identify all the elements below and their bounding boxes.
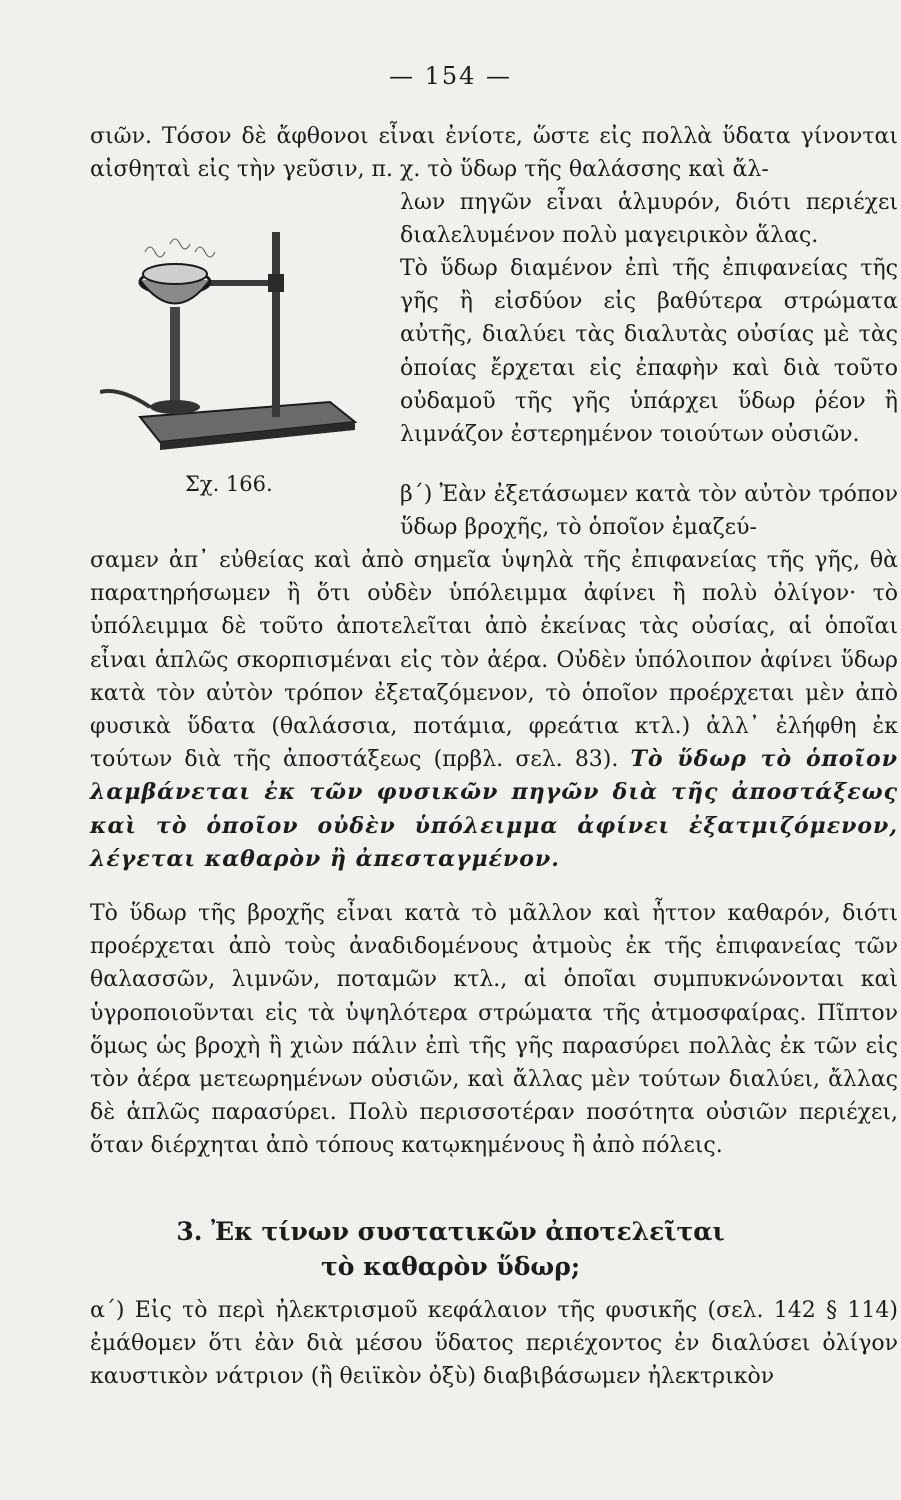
- paragraph-3-text: σαμεν ἀπ᾽ εὐθείας καὶ ἀπὸ σημεῖα ὑψηλὰ τῆς ἐπιφανείας τῆς γῆς, θὰ παρατηρήσωμεν ἢ ὅτι οὐδὲν ὑπόλειμμα ἀφίνει ἢ πολὺ ὀλίγον· τὸ ὑπόλειμμα δὲ τοῦτο ἀποτελεῖται ἀπὸ ἐκείνας τὰς οὐσίας, αἱ ὁποῖαι εἶναι ἁπλῶς σκορπισμέναι εἰς τὸν ἀέρα. Οὐδὲν ὑπόλοιπον ἀφίνει ὕδωρ κατὰ τὸν αὐτὸν τρόπον ἐξεταζόμενον, τὸ ὁποῖον προέρχεται μὲν ἀπὸ φυσικὰ ὕδατα (θαλάσσια, ποτάμια, φρεάτια κτλ.) ἀλλ᾽ ἐλήφθη ἐκ τούτων διὰ τῆς ἀποστάξεως (πρβλ. σελ. 83).: [90, 548, 898, 773]
- evaporation-apparatus-figure: [100, 222, 380, 512]
- paragraph-1: σιῶν. Τόσον δὲ ἄφθονοι εἶναι ἐνίοτε, ὥστε εἰς πολλὰ ὕδατα γίνονται αἰσθηταὶ εἰς τὴν γεῦσιν, π. χ. τὸ ὕδωρ τῆς θαλάσσης καὶ ἄλ-: [90, 124, 898, 183]
- section-heading-line-2: τὸ καθαρὸν ὕδωρ;: [320, 1252, 581, 1281]
- definition-bold-italic: Τὸ ὕδωρ τὸ ὁποῖον λαμβάνεται ἐκ τῶν φυσικῶν πηγῶν διὰ τῆς ἀποστάξεως καὶ τὸ ὁποῖον οὐδὲν ὑπόλειμμα ἀφίνει ἐξατμιζόμενον, λέγεται καθαρὸν ἢ ἀπεσταγμένον.: [90, 746, 898, 872]
- page-number: — 154 —: [388, 62, 513, 90]
- paragraph-5: α΄) Εἰς τὸ περὶ ἠλεκτρισμοῦ κεφάλαιον τῆς φυσικῆς (σελ. 142 § 114) ἐμάθομεν ὅτι ἐὰν διὰ μέσου ὕδατος περιέχοντος ἐν διαλύσει ὀλίγον καυστικὸν νάτριον (ἢ θειϊκὸν ὀξὺ) διαβιβάσωμεν ἠλεκτρικὸν: [90, 1298, 898, 1390]
- paragraph-3-start: β΄) Ἐὰν ἐξετάσωμεν κατὰ τὸν αὐτὸν τρόπον ὕδωρ βροχῆς, τὸ ὁποῖον ἐμαζεύ-: [400, 482, 898, 541]
- paragraph-2: Τὸ ὕδωρ διαμένον ἐπὶ τῆς ἐπιφανείας τῆς γῆς ἢ εἰσδύον εἰς βαθύτερα στρώματα αὐτῆς, διαλύει τὰς διαλυτὰς οὐσίας μὲ τὰς ὁποίας ἔρχεται εἰς ἐπαφὴν καὶ διὰ τοῦτο οὐδαμοῦ τῆς γῆς ὑπάρχει ὕδωρ ῥέον ἢ λιμνάζον ἐστερημένον τοιούτων οὐσιῶν.: [400, 256, 898, 448]
- section-heading-line-1: 3. Ἐκ τίνων συστατικῶν ἀποτελεῖται: [176, 1217, 725, 1246]
- paragraph-1-continued: λων πηγῶν εἶναι ἁλμυρόν, διότι περιέχει διαλελυμένον πολὺ μαγειρικὸν ἅλας.: [400, 190, 898, 249]
- figure-caption: Σχ. 166.: [185, 472, 273, 496]
- paragraph-3: [90, 544, 898, 876]
- paragraph-4: Τὸ ὕδωρ τῆς βροχῆς εἶναι κατὰ τὸ μᾶλλον καὶ ἧττον καθαρόν, διότι προέρχεται ἀπὸ τοὺς ἀναδιδομένους ἀτμοὺς ἐκ τῆς ἐπιφανείας τῶν θαλασσῶν, λιμνῶν, ποταμῶν κτλ., αἱ ὁποῖαι συμπυκνώνονται καὶ ὑγροποιοῦνται εἰς τὰ ὑψηλότερα στρώματα τῆς ἀτμοσφαίρας. Πῖπτον ὅμως ὡς βροχὴ ἢ χιὼν πάλιν ἐπὶ τῆς γῆς παρασύρει πολλὰς ἐκ τῶν εἰς τὸν ἀέρα μετεωρημένων οὐσιῶν, καὶ ἄλλας μὲν τούτων διαλύει, ἄλλας δὲ ἁπλῶς παρασύρει. Πολὺ περισσοτέραν ποσότητα οὐσιῶν περιέχει, ὅταν διέρχηται ἀπὸ τόπους κατῳκημένους ἢ ἀπὸ πόλεις.: [90, 901, 898, 1159]
